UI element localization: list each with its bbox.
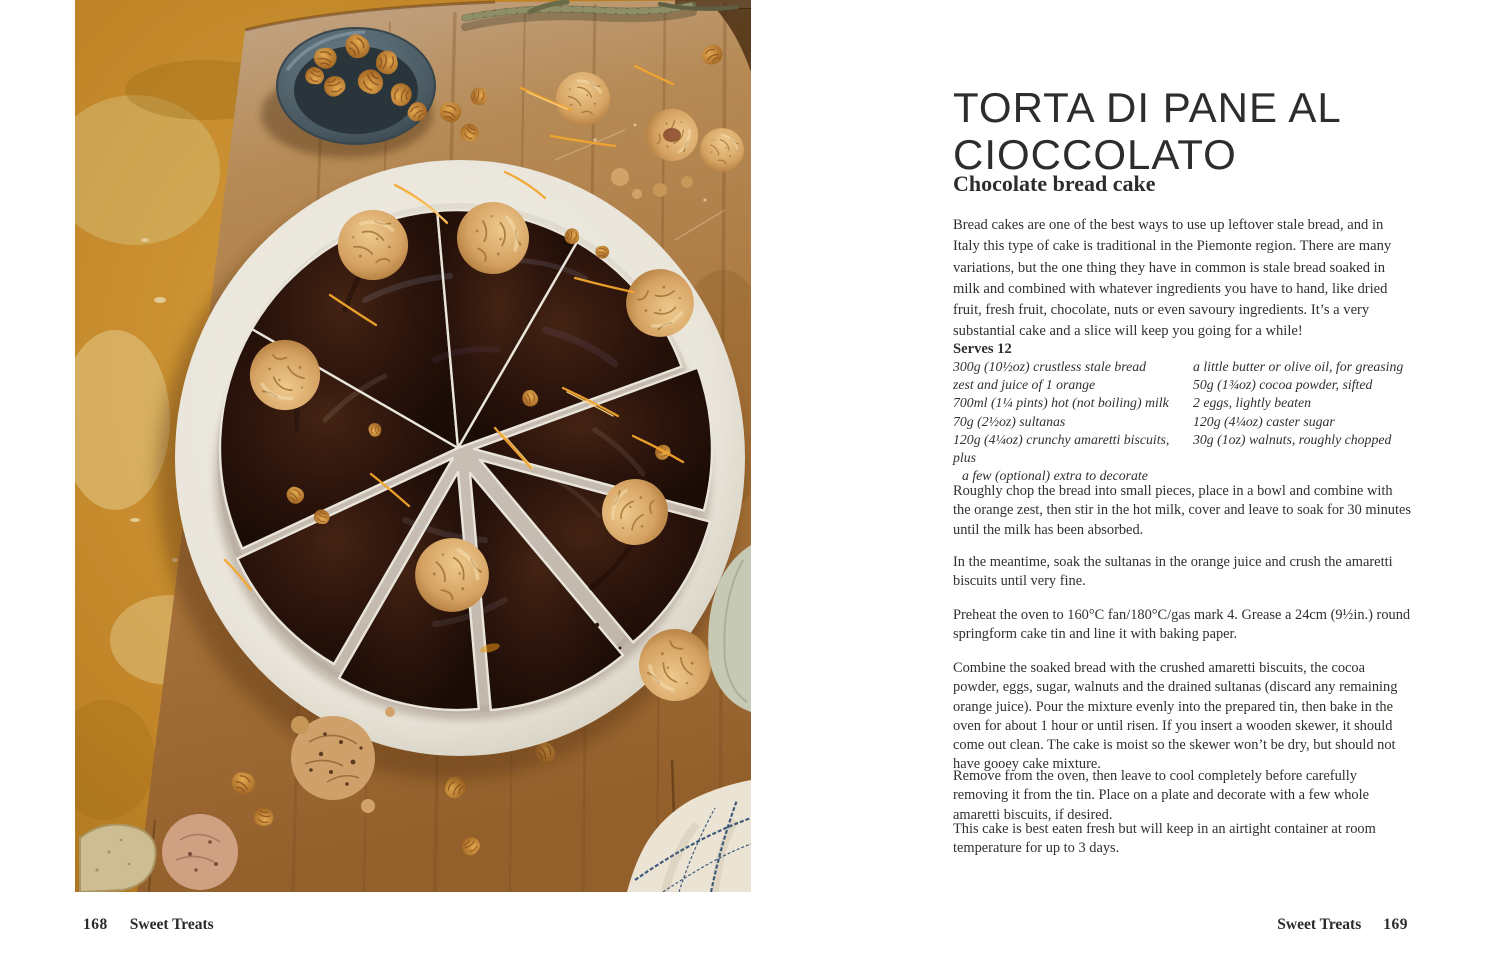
section-label-right: Sweet Treats [1277, 916, 1362, 933]
title-line-2: CIOCCOLATO [953, 131, 1237, 178]
ingredient-line: 120g (4¼oz) caster sugar [1193, 413, 1335, 429]
ingredient-line: a little butter or olive oil, for greasing [1193, 359, 1404, 374]
ingredient-line: 120g (4¼oz) crunchy amaretti biscuits, plus [953, 431, 1170, 466]
footer-right [1277, 916, 1408, 934]
section-label-left: Sweet Treats [129, 916, 214, 933]
page-title [953, 84, 1411, 178]
recipe-subtitle: Chocolate bread cake [953, 171, 1156, 196]
serves-label: Serves 12 [953, 341, 1012, 357]
ingredient-line: 50g (1¾oz) cocoa powder, sifted [1193, 377, 1373, 393]
method-step: In the meantime, soak the sultanas in the orange juice and crush the amaretti biscuits until very fine. [953, 554, 1393, 590]
page-number-left: 168 [83, 916, 108, 933]
footer-left [83, 916, 214, 934]
method-step: Remove from the oven, then leave to cool completely before carefully removing it from the tin. Place on a plate and decorate with a few whole amaretti biscuits, if desired. [953, 768, 1369, 823]
method-step: Combine the soaked bread with the crushed amaretti biscuits, the cocoa powder, eggs, sugar, walnuts and the drained sultanas (discard any remaining orange juice). Pour the mixture evenly into the prepared tin, then bake in the oven for about 1 hour or until risen. If you insert a wooden skewer, it should come out clean. The cake is moist so the skewer won’t be dry, but should not have gooey cake mixture. [953, 660, 1398, 773]
ingredient-line: zest and juice of 1 orange [953, 377, 1096, 393]
ingredient-line: a few (optional) extra to decorate [962, 468, 1148, 484]
ingredients-column-right [1193, 358, 1411, 485]
ingredients-column-left [953, 358, 1193, 485]
recipe-photo [75, 0, 751, 892]
ingredient-line: 700ml (1¼ pints) hot (not boiling) milk [953, 395, 1169, 411]
ingredient-line: 30g (1oz) walnuts, roughly chopped [1193, 431, 1392, 447]
ingredient-line: 300g (10½oz) crustless stale bread [953, 359, 1147, 374]
ingredients [953, 358, 1411, 485]
cake-photo-illustration [75, 0, 751, 892]
method-step: Roughly chop the bread into small pieces, place in a bowl and combine with the orange zest, then stir in the hot milk, cover and leave to soak for 30 minutes until the milk has been absorbed. [953, 483, 1411, 538]
page-number-right: 169 [1383, 916, 1408, 933]
ingredient-line: 2 eggs, lightly beaten [1193, 395, 1312, 411]
method-step: Preheat the oven to 160°C fan/180°C/gas mark 4. Grease a 24cm (9½in.) round springform cake tin and line it with baking paper. [953, 607, 1411, 643]
ingredient-line: 70g (2½oz) sultanas [953, 413, 1066, 429]
recipe-intro: Bread cakes are one of the best ways to use up leftover stale bread, and in Italy this type of cake is traditional in the Piemonte region. There are many variations, but the one thing they have in common is stale bread soaked in milk and combined with whatever ingredients you have to hand, like dried fruit, fresh fruit, chocolate, nuts or even savoury ingredients. It’s a very substantial cake and a slice will keep you going for a while! [953, 217, 1392, 340]
method-step: This cake is best eaten fresh but will keep in an airtight container at room temperature for up to 3 days. [953, 821, 1376, 857]
title-line-1: TORTA DI PANE AL [953, 84, 1342, 131]
